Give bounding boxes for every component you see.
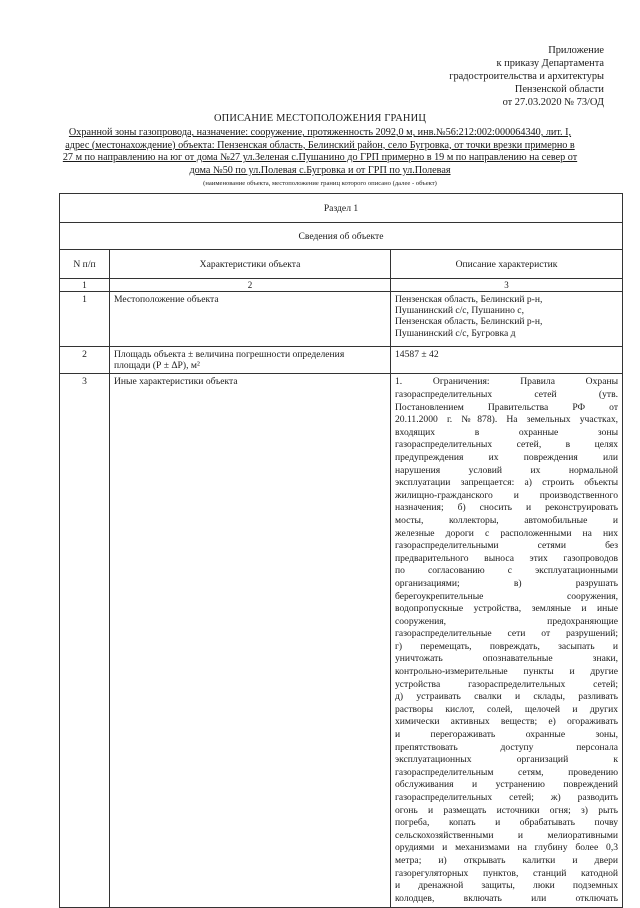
header-num: N п/п bbox=[60, 250, 110, 279]
column-number: 3 bbox=[391, 279, 623, 292]
restriction-line: устройства газораспределительных сетей; bbox=[395, 678, 619, 690]
location-line: Пушанинский с/с, Пушанино с, bbox=[395, 305, 524, 317]
restriction-line: берегоукрепительные сооружения, bbox=[395, 590, 619, 602]
info-title: Сведения об объекте bbox=[60, 223, 623, 250]
object-description bbox=[60, 127, 580, 177]
table-row bbox=[60, 292, 623, 347]
restriction-line: газораспределительными сетями без bbox=[395, 540, 619, 552]
row-number: 1 bbox=[60, 292, 110, 347]
restriction-line: предупреждения их повреждения или bbox=[395, 451, 619, 463]
row-number: 3 bbox=[60, 374, 110, 908]
restriction-line: эксплуатации запрещается: а) строить объекты bbox=[395, 477, 619, 489]
restriction-line: входящих в охранные зоны bbox=[395, 426, 619, 438]
row-number: 2 bbox=[60, 347, 110, 374]
restriction-line: газораспределительным сетям, проведению bbox=[395, 766, 619, 778]
table-row bbox=[60, 374, 623, 908]
appendix-line: Пензенской области bbox=[514, 84, 604, 95]
header-description: Описание характеристик bbox=[391, 250, 623, 279]
restriction-line: газораспределительные сети от разрушений; bbox=[395, 628, 619, 640]
restriction-line: организациями; в) разрушать bbox=[395, 577, 619, 589]
location-line: Пензенская область, Белинский р-н, bbox=[395, 316, 543, 328]
object-description-line: 27 м по направлению на юг от дома №27 ул.Зеленая с.Пушанино до ГРП примерно в 19 м по направлению на север от bbox=[62, 152, 578, 164]
restriction-line: эксплуатационных организаций к bbox=[395, 754, 619, 766]
restriction-line: растворы кислот, солей, щелочей и других bbox=[395, 703, 619, 715]
restriction-line: назначения; б) сносить и реконструировать bbox=[395, 502, 619, 514]
restriction-line: и дренажной защиты, люки подземных bbox=[395, 880, 619, 892]
restriction-line: железные дороги с расположенными на них bbox=[395, 527, 619, 539]
appendix-line: градостроительства и архитектуры bbox=[449, 71, 604, 82]
restriction-line: колодцев, включать или отключать bbox=[395, 892, 619, 904]
restriction-line: газораспределительных сетей (утв. bbox=[395, 389, 619, 400]
header-characteristics: Характеристики объекта bbox=[110, 250, 391, 279]
appendix-header bbox=[449, 44, 604, 109]
restriction-line: орудиями и механизмами на глубину более 0,3 bbox=[395, 842, 619, 854]
restriction-line: огонь и размещать источники огня; з) рыть bbox=[395, 804, 619, 816]
column-number: 1 bbox=[60, 279, 110, 292]
row-description bbox=[391, 292, 623, 347]
restriction-line: препятствовать доступу персонала bbox=[395, 741, 619, 753]
object-description-line: дома №50 по ул.Полевая с.Бугровка и от ГРП по ул.Полевая bbox=[189, 164, 451, 176]
restriction-line: по согласованию с эксплуатационными bbox=[395, 565, 619, 577]
object-info-table bbox=[59, 193, 623, 908]
restriction-line: газорегуляторных пунктов, станций катодной bbox=[395, 867, 619, 879]
area-label-line: площади (Р ± ΔР), м² bbox=[114, 360, 200, 372]
object-description-line: адрес (местонахождение) объекта: Пензенская область, Белинский район, село Бугровка, от точки врезки примерно в bbox=[65, 139, 575, 151]
column-number: 2 bbox=[110, 279, 391, 292]
restriction-line: г) перемещать, повреждать, засыпать и bbox=[395, 640, 619, 652]
section-title: Раздел 1 bbox=[60, 194, 623, 223]
row-description bbox=[391, 374, 623, 908]
restriction-line: метра; и) открывать калитки и двери bbox=[395, 854, 619, 866]
restriction-line: водопропускные устройства, земляные и иные bbox=[395, 603, 619, 615]
restriction-line: 1. Ограничения: Правила Охраны bbox=[395, 376, 619, 388]
area-label-line: Площадь объекта ± величина погрешности определения bbox=[114, 349, 345, 360]
restriction-line: д) устраивать свалки и склады, разливать bbox=[395, 691, 619, 703]
restriction-line: сооружения, предохраняющие bbox=[395, 615, 619, 627]
location-line: Пензенская область, Белинский р-н, bbox=[395, 294, 543, 305]
row-description: 14587 ± 42 bbox=[391, 347, 623, 374]
row-characteristic bbox=[110, 347, 391, 374]
appendix-line: Приложение bbox=[548, 45, 604, 56]
restriction-line: погреба, копать и обрабатывать почву bbox=[395, 817, 619, 829]
table-row bbox=[60, 347, 623, 374]
location-line: Пушанинский с/с, Бугровка д bbox=[395, 327, 516, 339]
restriction-line: Постановлением Правительства РФ от bbox=[395, 401, 619, 413]
restriction-line: и перегораживать охранные зоны, bbox=[395, 729, 619, 741]
restriction-line: 20.11.2000 г. №878). На земельных участках, bbox=[395, 414, 619, 426]
object-description-line: Охранной зоны газопровода, назначение: сооружение, протяженность 2092,0 м, инв.№56:212:002:000064340, лит. I, bbox=[68, 127, 572, 138]
row-characteristic: Местоположение объекта bbox=[110, 292, 391, 347]
document-title: ОПИСАНИЕ МЕСТОПОЛОЖЕНИЯ ГРАНИЦ bbox=[213, 113, 427, 124]
restriction-line: газораспределительных сетей, в целях bbox=[395, 439, 619, 451]
restriction-line: мосты, коллекторы, автомобильные и bbox=[395, 514, 619, 526]
row-characteristic: Иные характеристики объекта bbox=[110, 374, 391, 908]
appendix-line: от 27.03.2020 № 73/ОД bbox=[502, 97, 604, 108]
appendix-line: к приказу Департамента bbox=[496, 58, 604, 69]
object-caption: (наименование объекта, местоположение границ которого описано (далее - объект) bbox=[203, 180, 437, 187]
restriction-line: контрольно-измерительные пункты и другие bbox=[395, 666, 619, 678]
restriction-line: уничтожать опознавательные знаки, bbox=[395, 653, 619, 665]
restriction-line: сельскохозяйственными и мелиоративными bbox=[395, 829, 619, 841]
restriction-line: предварительного выноса этих газопроводов bbox=[395, 552, 619, 564]
restriction-line: химически активных веществ; е) огораживать bbox=[395, 716, 619, 728]
restriction-line: жилищно-гражданского и производственного bbox=[395, 489, 619, 501]
restriction-line: нарушения условий их нормальной bbox=[395, 464, 619, 476]
restriction-line: газораспределительных сетей; ж) разводить bbox=[395, 792, 619, 803]
restriction-line: обслуживания и устранению повреждений bbox=[395, 779, 619, 791]
